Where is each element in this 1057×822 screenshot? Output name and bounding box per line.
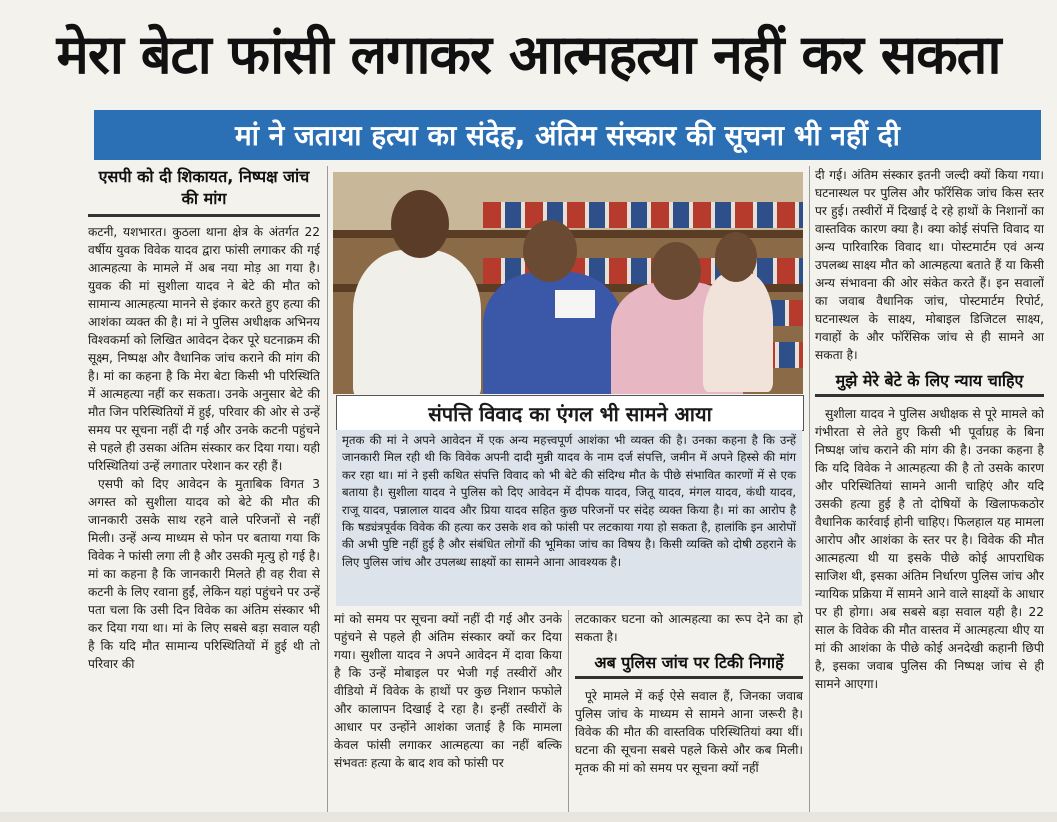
heading-rule [88,214,320,217]
column-divider [327,166,328,812]
heading-rule [575,676,803,679]
column-1-paragraph-1: कटनी, यशभारत। कुठला थाना क्षेत्र के अंतर्गत 22 वर्षीय युवक विवेक यादव द्वारा फांसी लगाकर की गई आत्महत्या के मामले में अब नया मोड़ आ गया है। युवक की मां सुशीला यादव ने बेटे की मौत को सामान्य आत्महत्या मानने से इंकार करते हुए हत्या की आशंका व्यक्त की है। मां ने पुलिस अधीक्षक अभिनय विश्वकर्मा को लिखित आवेदन देकर पूरे घटनाक्रम की सूक्ष्म, निष्पक्ष और वैधानिक जांच कराने की मांग की है। मां का कहना है कि मेरा बेटा किसी भी परिस्थिति में आत्महत्या नहीं कर सकता। उनके अनुसार बेटे की मौत जिन परिस्थितियों में हुई, परिवार की ओर से उन्हें समय पर सूचना नहीं दी गई और उनके कटनी पहुंचने से पहले ही उसका अंतिम संस्कार कर दिया गया। यही परिस्थितियां उन्हें लगातार परेशान कर रही हैं। [88,225,320,473]
person-woman-blue [483,272,623,394]
column-2-paragraph: मां को समय पर सूचना क्यों नहीं दी गई और उनके पहुंचने से पहले ही अंतिम संस्कार क्यों कर दिया गया। सुशीला यादव ने अपने आवेदन में दावा किया है कि उन्हें मोबाइल पर भेजी गई तस्वीरों और वीडियो में विवेक के हाथों पर कुछ निशान फफोले और कालापन दिखाई दे रहा है। इन्हीं तस्वीरों के आधार पर उन्होंने आशंका जताई है कि मामला केवल फांसी लगाकर आत्महत्या का नहीं बल्कि संभवतः हत्या के बाद शव को फांसी पर [334,612,562,770]
column-divider [809,166,810,812]
main-headline: मेरा बेटा फांसी लगाकर आत्महत्या नहीं कर सकता [56,23,1001,86]
column-4-paragraph-1: दी गई। अंतिम संस्कार इतनी जल्दी क्यों किया गया। घटनास्थल पर पुलिस और फॉरेंसिक जांच किस स्तर पर हुई। तस्वीरों में दिखाई दे रहे हाथों के निशानों का वास्तविक कारण क्या है। क्या कोई संपत्ति विवाद या अन्य पारिवारिक विवाद था। पोस्टमार्टम एवं अन्य उपलब्ध साक्ष्य मौत को आत्महत्या बताते हैं या किसी अन्य संभावना की ओर संकेत करते हैं। इन सवालों का जवाब वैधानिक जांच, पोस्टमार्टम रिपोर्ट, घटनास्थल के साक्ष्य, मोबाइल डिजिटल साक्ष्य, गवाहों के और फॉरेंसिक जांच से ही सामने आ सकता है। [815,168,1044,362]
column-3-paragraph-1: लटकाकर घटना को आत्महत्या का रूप देने का हो सकता है। [575,612,803,644]
photo-caption-heading: संपत्ति विवाद का एंगल भी सामने आया [336,395,804,431]
column-1 [88,166,320,812]
person-girl [703,272,773,392]
column-3-paragraph-2: पूरे मामले में कई ऐसे सवाल हैं, जिनका जवाब पुलिस जांच के माध्यम से सामने आना जरूरी है। विवेक की मौत की वास्तविक परिस्थितियां क्या थीं। घटना की सूचना सबसे पहले किसे और कब मिली। मृतक की मां को समय पर सूचना क्यों नहीं [575,689,803,775]
column-4-paragraph-2: सुशीला यादव ने पुलिस अधीक्षक से पूरे मामले को गंभीरता से लेते हुए किसी भी पूर्वाग्रह के बिना निष्पक्ष जांच कराने की मांग की है। उनका कहना है कि यदि विवेक ने आत्महत्या की है तो उसके कारण और परिस्थितियां सामने आनी चाहिएं और यदि उसकी हत्या हुई है तो दोषियों के खिलाफकठोर वैधानिक कार्रवाई होनी चाहिए। फिलहाल यह मामला आरोप और आशंका के स्तर पर है। विवेक की मौत आत्महत्या थी या इसके पीछे कोई आपराधिक साजिश थी, इसका अंतिम निर्धारण पुलिस जांच और न्यायिक प्रक्रिया में सामने आने वाले साक्ष्यों के आधार पर ही होगा। अब सबसे बड़ा सवाल यही है। 22 साल के विवेक की मौत वास्तव में आत्महत्या थीए या मां की आशंका के पीछे कोई अनदेखी कहानी छिपी है, इसका जवाब पुलिस की निष्पक्ष जांच से ही सामने आएगा। [815,407,1044,691]
column-3-heading: अब पुलिस जांच पर टिकी निगाहें [594,653,784,672]
property-dispute-box: मृतक की मां ने अपने आवेदन में एक अन्य महत्त्वपूर्ण आशंका भी व्यक्त की है। उनका कहना है कि उन्हें जानकारी मिल रही थी कि विवेक अपनी दादी मुन्नी यादव के नाम दर्ज संपत्ति, जमीन में अपने हिस्से की मांग कर रहा था। मां ने इसी कथित संपत्ति विवाद को भी बेटे की संदिग्ध मौत के पीछे संभावित कारणों में से एक बताया है। सुशीला यादव ने पुलिस को दिए आवेदन में दीपक यादव, जितू यादव, मंगल यादव, कंधी यादव, राजू यादव, पन्नालाल यादव और प्रिया यादव सहित कुछ परिजनों पर संदेह व्यक्त किया है। मां का आरोप है कि षड्यंत्रपूर्वक विवेक की हत्या कर उसके शव को फांसी पर लटकाया गया हो सकता है, हालांकि इन आरोपों की अभी पुष्टि नहीं हुई है और संबंधित लोगों की भूमिका जांच का विषय है। किसी व्यक्ति को दोषी ठहराने के लिए पुलिस जांच और उपलब्ध साक्ष्यों का सामने आना आवश्यक है। [336,430,802,606]
column-divider [568,610,569,812]
column-1-heading: एसपी को दी शिकायत, निष्पक्ष जांच की मांग [98,167,310,208]
news-photo [333,172,803,394]
page-bottom-edge [0,812,1057,822]
sub-headline-bar: मां ने जताया हत्या का संदेह, अंतिम संस्कार की सूचना भी नहीं दी [94,110,1041,160]
person-man [353,250,481,394]
column-4-heading: मुझे मेरे बेटे के लिए न्याय चाहिए [835,371,1024,390]
column-3 [575,610,803,812]
heading-rule [815,394,1044,397]
column-2 [334,610,562,812]
column-1-paragraph-2: एसपी को दिए आवेदन के मुताबिक विगत 3 अगस्त को सुशीला यादव को बेटे की मौत की जानकारी उसके साथ रहने वाले परिजनों से नहीं मिली। उन्हें अन्य माध्यम से फोन पर बताया गया कि विवेक ने फांसी लगा ली है और उसकी मृत्यु हो गई है। मां का कहना है कि जानकारी मिलते ही वह रीवा से कटनी के लिए रवाना हुईं, लेकिन यहां पहुंचने पर उन्हें पता चला कि उसी दिन विवेक का अंतिम संस्कार भी कर दिया गया था। मां के लिए सबसे बड़ा सवाल यही है कि यदि मौत सामान्य परिस्थितियों में हुई थी तो परिवार की [88,477,320,671]
column-4 [815,166,1044,812]
